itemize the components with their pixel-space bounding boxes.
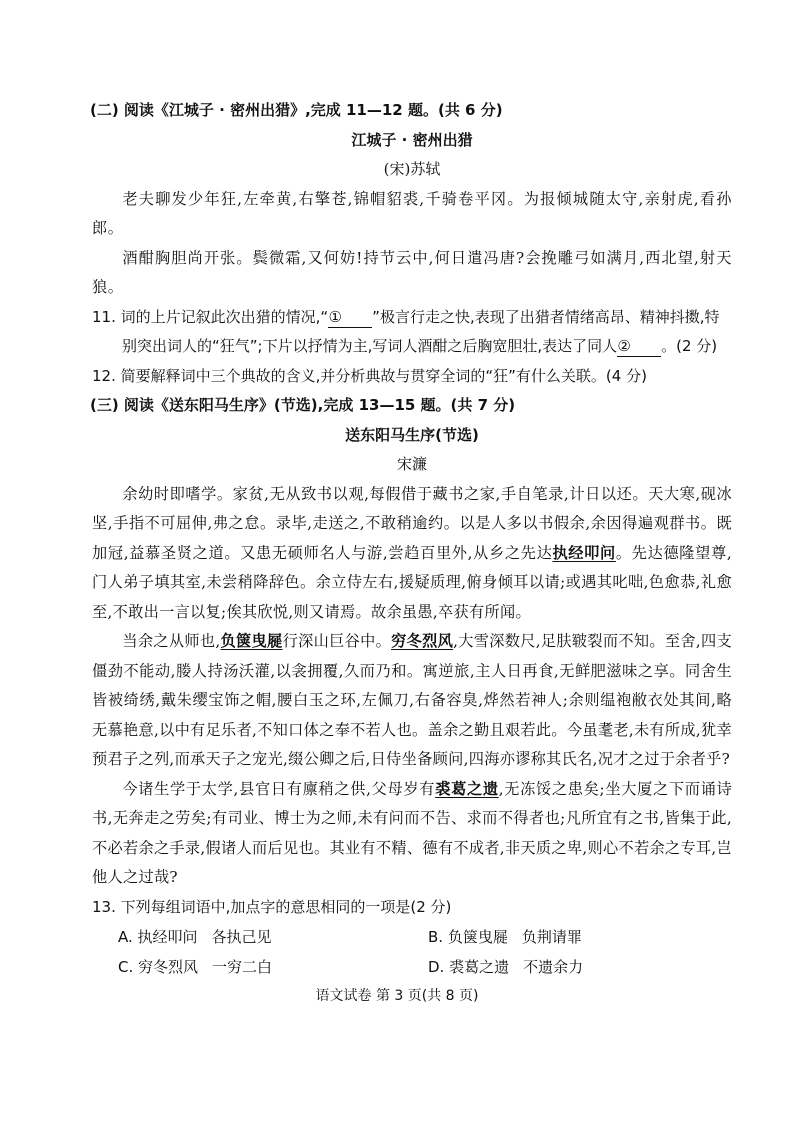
blank-2: ②: [617, 336, 661, 357]
exam-page: [92, 96, 732, 982]
q11-text-1: 11. 词的上片记叙此次出猎的情况,“: [92, 307, 329, 326]
option-a-label: A. 执经叩问: [118, 928, 198, 946]
option-d-label: D. 裘葛之遗: [428, 958, 510, 976]
option-c-pair: 一穷二白: [212, 958, 273, 976]
section-2-heading: (二) 阅读《江城子 · 密州出猎》,完成 11—12 题。(共 6 分): [90, 101, 503, 119]
option-c: [118, 952, 428, 982]
q11-text-3: 。(2 分): [661, 337, 718, 355]
poem-stanza-1: 老夫聊发少年狂,左牵黄,右擎苍,锦帽貂裘,千骑卷平冈。为报倾城随太守,亲射虎,看孙郎。: [92, 189, 732, 237]
section-3-heading: (三) 阅读《送东阳马生序》(节选),完成 13—15 题。(共 7 分): [90, 396, 516, 414]
essay-paragraph-2: [92, 627, 732, 775]
para2-text-b: 行深山巨谷中。: [282, 632, 392, 650]
para2-underlined-2: 穷冬烈风: [391, 632, 454, 650]
para2-underlined-1: 负箧曳屣: [220, 632, 283, 650]
para1-text-b: 。先达德隆望尊,门人弟子填其室,未尝稍降辞色。余立侍左右,援疑质理,俯身倾耳以请;或遇其叱咄,色愈恭,礼愈至,不敢出一言以复;俟其欣悦,则又请焉。故余虽愚,卒获有所闻。: [92, 543, 732, 621]
para1-underlined: 执经叩问: [552, 543, 616, 562]
para3-underlined: 裘葛之遗: [435, 779, 499, 798]
poem-stanza-2: 酒酣胸胆尚开张。鬓微霜,又何妨!持节云中,何日遣冯唐?会挽雕弓如满月,西北望,射天狼。: [92, 248, 732, 296]
poem-author: (宋)苏轼: [383, 160, 441, 178]
para3-text-a: 今诸生学于太学,县官日有廪稍之供,父母岁有: [122, 779, 436, 798]
essay-paragraph-1: [92, 480, 732, 628]
question-12: 12. 简要解释词中三个典故的含义,并分析典故与贯穿全词的“狂”有什么关联。(4 分): [92, 366, 647, 385]
page-footer: 语文试卷 第 3 页(共 8 页): [315, 988, 479, 1004]
blank-1: ①: [328, 307, 372, 328]
option-d: [428, 952, 728, 982]
option-a: [118, 922, 428, 952]
essay-title: 送东阳马生序(节选): [345, 425, 479, 444]
essay-paragraph-3: [92, 775, 732, 893]
question-11: [92, 303, 732, 362]
option-a-pair: 各执己见: [211, 928, 272, 946]
option-c-label: C. 穷冬烈风: [118, 958, 199, 976]
question-13-stem: 13. 下列每组词语中,加点字的意思相同的一项是(2 分): [92, 897, 452, 916]
option-b: [428, 922, 728, 952]
essay-author: 宋濂: [396, 455, 427, 473]
para3-text-b: ,无冻馁之患矣;坐大厦之下而诵诗书,无奔走之劳矣;有司业、博士为之师,未有问而不告、求而不得者也;凡所宜有之书,皆集于此,不必若余之手录,假诸人而后见也。其业有不精、德有不成者,非天质之卑,则心不若余之专耳,岂他人之过哉?: [92, 779, 733, 886]
option-b-pair: 负荆请罪: [521, 928, 582, 946]
option-b-label: B. 负箧曳屣: [428, 928, 508, 946]
option-d-pair: 不遗余力: [523, 958, 584, 976]
poem-title: 江城子 · 密州出猎: [351, 130, 473, 149]
q11-text-2: ”极言行走之快,表现了出猎者情绪高昂、精神抖擞,特别突出词人的“狂气”;下片以抒情为主,写词人酒酣之后胸宽胆壮,表达了同人: [122, 307, 720, 355]
para2-text-a: 当余之从师也,: [122, 632, 221, 650]
question-13-options: [92, 922, 732, 982]
para1-text-a: 余幼时即嗜学。家贫,无从致书以观,每假借于藏书之家,手自笔录,计日以还。天大寒,砚冰坚,手指不可屈伸,弗之怠。录毕,走送之,不敢稍逾约。以是人多以书假余,余因得遍观群书。既加冠,益慕圣贤之道。又患无硕师名人与游,尝趋百里外,从乡之先达: [92, 484, 732, 562]
para2-text-c: ,大雪深数尺,足肤皲裂而不知。至舍,四支僵劲不能动,媵人持汤沃灌,以衾拥覆,久而乃和。寓逆旅,主人日再食,无鲜肥滋味之享。同舍生皆被绮绣,戴朱缨宝饰之帽,腰白玉之环,左佩刀,右备容臭,烨然若神人;余则缊袍敝衣处其间,略无慕艳意,以中有足乐者,不知口体之奉不若人也。盖余之勤且艰若此。今虽耄老,未有所成,犹幸预君子之列,而承天子之宠光,缀公卿之后,日侍坐备顾问,四海亦谬称其氏名,况才之过于余者乎?: [92, 632, 733, 768]
